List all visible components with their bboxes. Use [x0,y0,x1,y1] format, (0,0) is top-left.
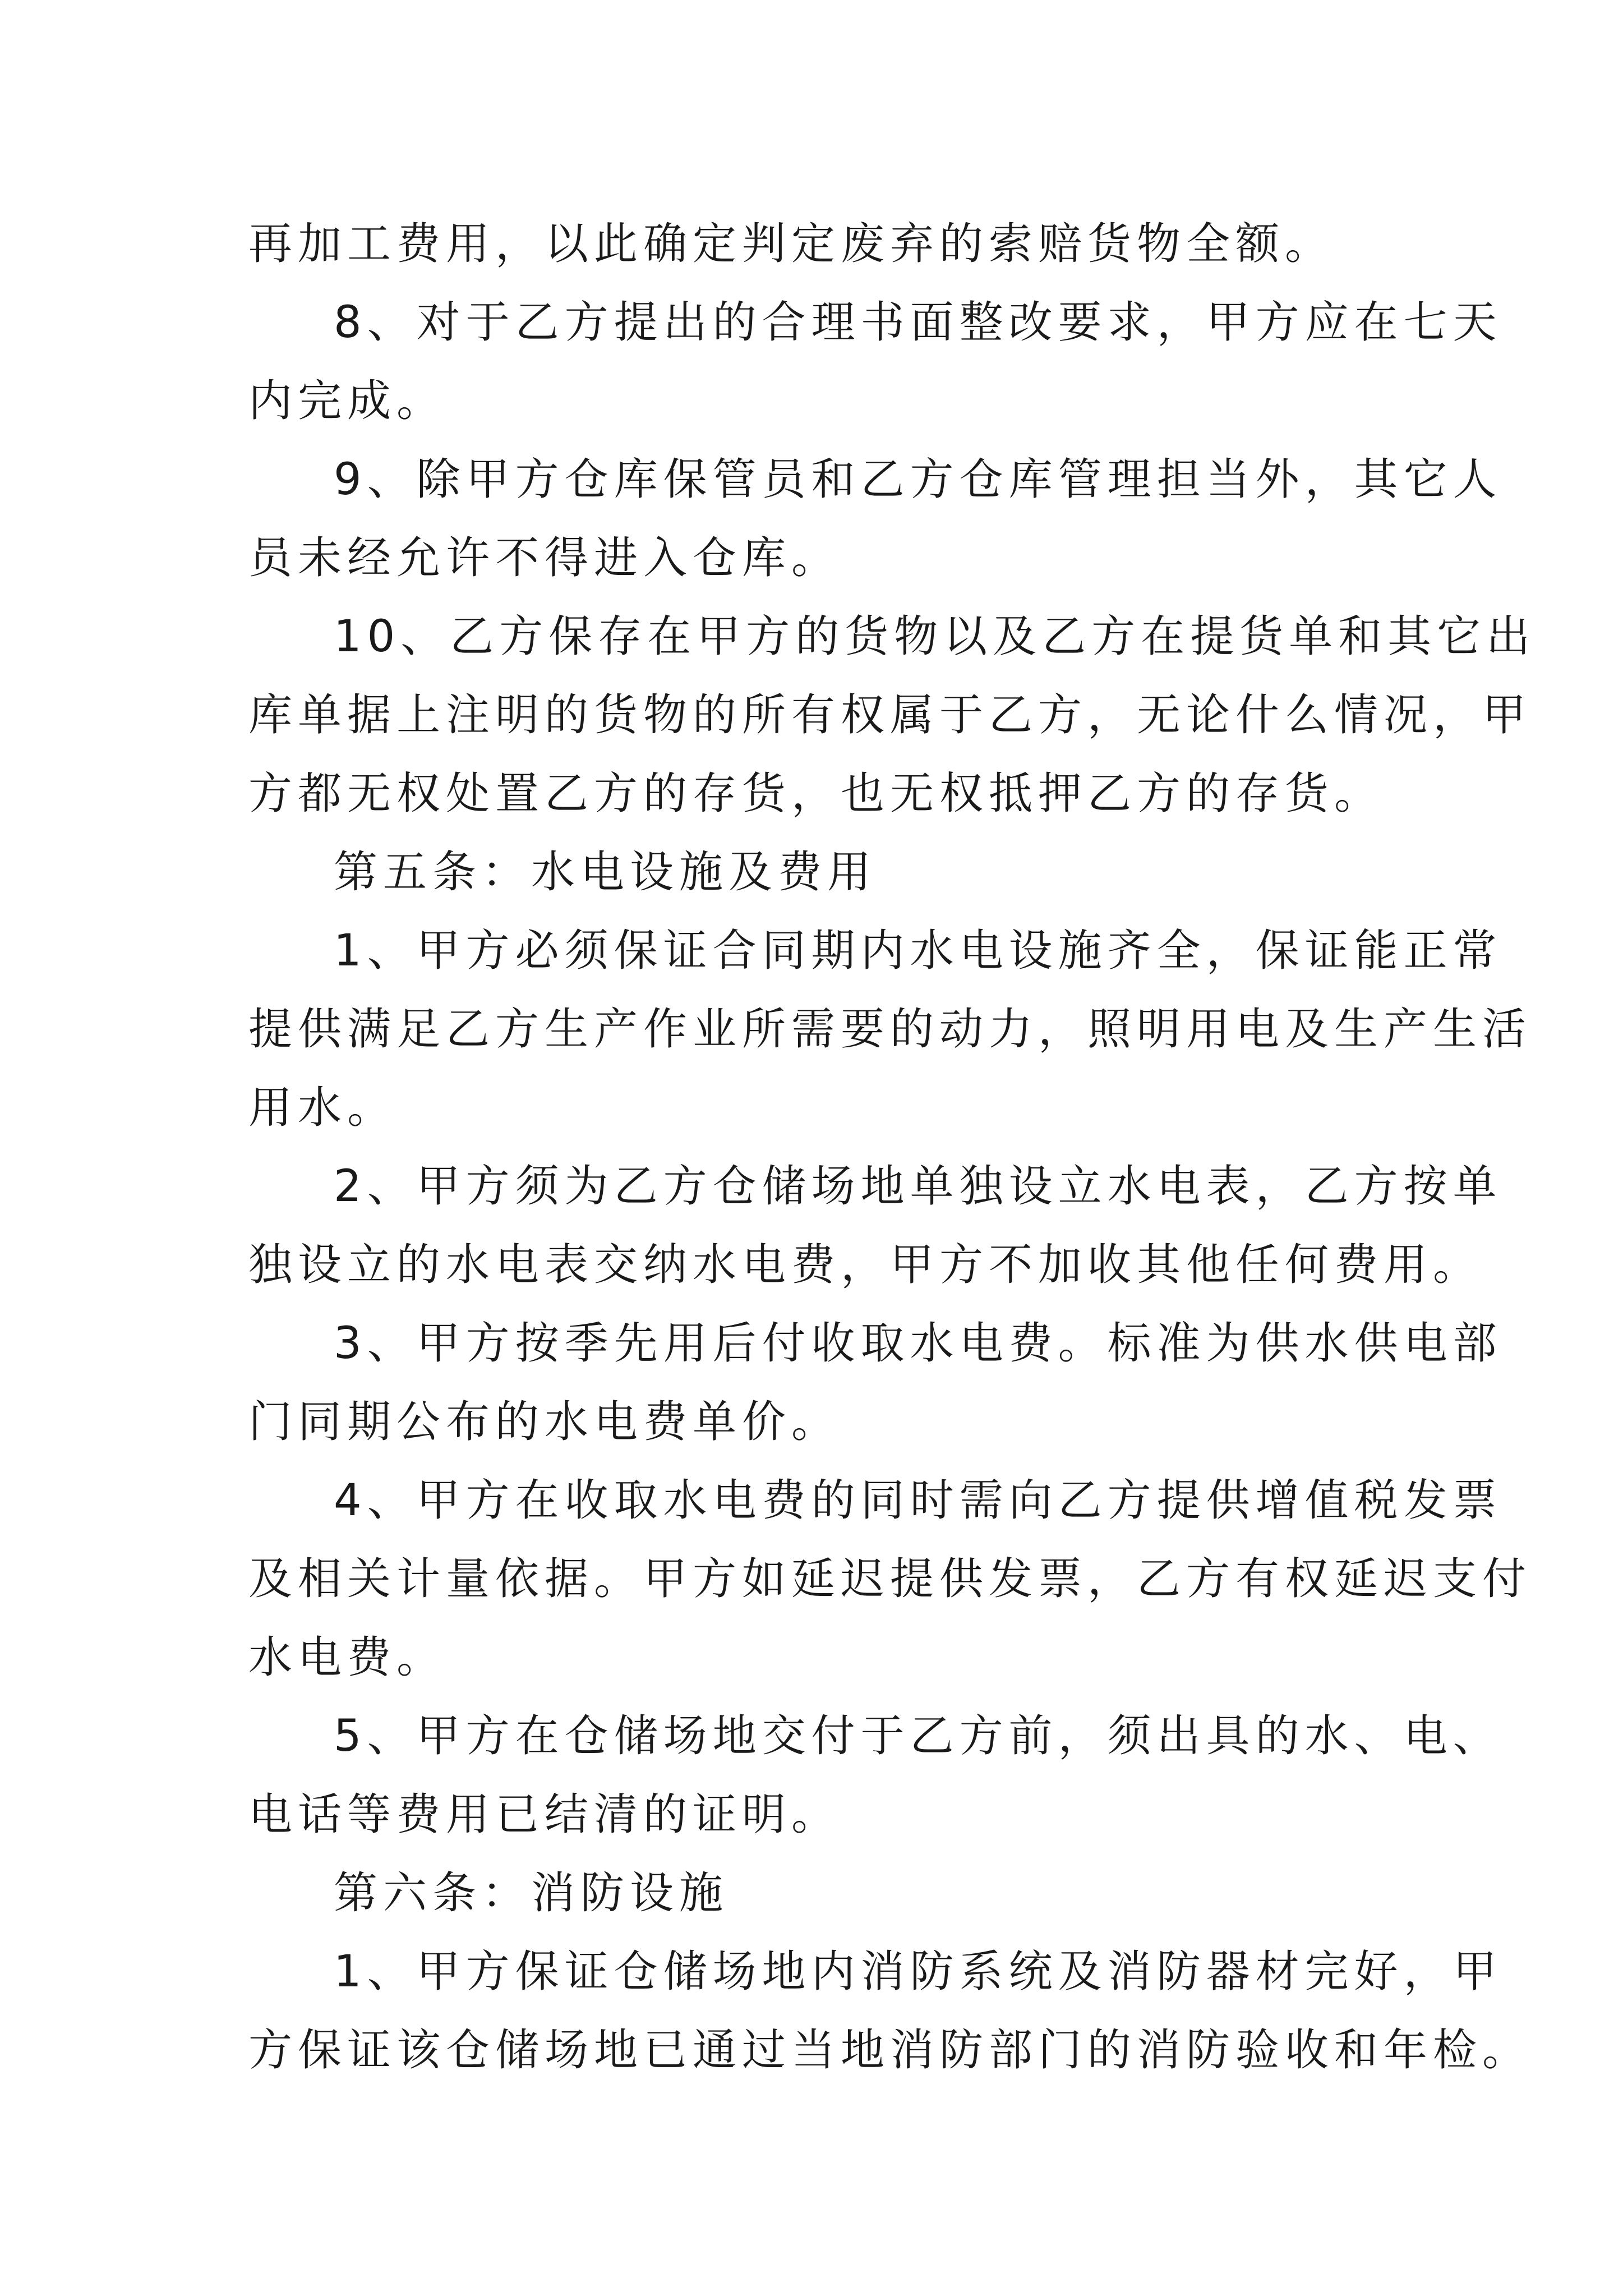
text-line: 9、除甲方仓库保管员和乙方仓库管理担当外，其它人 [334,454,1502,505]
text-line: 1、甲方必须保证合同期内水电设施齐全，保证能正常 [334,926,1502,976]
text-line: 5、甲方在仓储场地交付于乙方前，须出具的水、电、 [334,1711,1502,1761]
text-line: 10、乙方保存在甲方的货物以及乙方在提货单和其它出 [334,611,1536,662]
text-line: 4、甲方在收取水电费的同时需向乙方提供增值税发票 [334,1475,1502,1526]
section-heading: 第五条：水电设施及费用 [334,847,877,898]
text-line: 电话等费用已结清的证明。 [248,1789,841,1840]
text-line: 水电费。 [248,1632,446,1683]
text-line: 1、甲方保证仓储场地内消防系统及消防器材完好，甲 [334,1947,1502,1997]
text-line: 独设立的水电表交纳水电费，甲方不加收其他任何费用。 [248,1240,1483,1290]
text-line: 提供满足乙方生产作业所需要的动力，照明用电及生产生活 [248,1004,1532,1055]
text-line: 再加工费用，以此确定判定废弃的索赔货物全额。 [248,219,1335,269]
text-line: 门同期公布的水电费单价。 [248,1397,841,1447]
text-line: 方保证该仓储场地已通过当地消防部门的消防验收和年检。 [248,2025,1532,2076]
text-line: 方都无权处置乙方的存货，也无权抵押乙方的存货。 [248,769,1384,819]
section-heading: 第六条：消防设施 [334,1868,729,1918]
text-line: 员未经允许不得进入仓库。 [248,533,841,583]
text-line: 3、甲方按季先用后付收取水电费。标准为供水供电部 [334,1318,1502,1369]
text-line: 内完成。 [248,376,446,426]
text-line: 及相关计量依据。甲方如延迟提供发票，乙方有权延迟支付 [248,1554,1532,1604]
text-line: 2、甲方须为乙方仓储场地单独设立水电表，乙方按单 [334,1161,1502,1212]
text-line: 8、对于乙方提出的合理书面整改要求，甲方应在七天 [334,297,1502,348]
text-line: 库单据上注明的货物的所有权属于乙方，无论什么情况，甲 [248,690,1532,740]
text-line: 用水。 [248,1083,397,1133]
